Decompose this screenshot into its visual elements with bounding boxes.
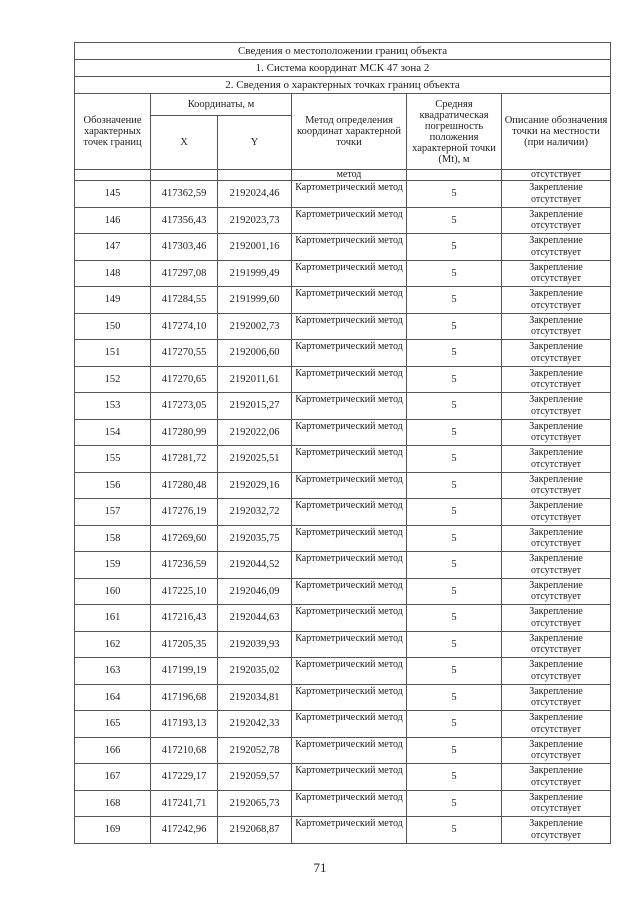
table-row <box>75 764 611 791</box>
description-cell: Закрепление отсутствует <box>502 737 611 764</box>
y-coordinate-cell: 2192029,16 <box>218 472 292 499</box>
table-row <box>75 207 611 234</box>
coordinate-system-label: 1. Система координат МСК 47 зона 2 <box>75 60 611 77</box>
description-cell: Закрепление отсутствует <box>502 499 611 526</box>
error-cell: 5 <box>407 817 502 844</box>
table-row <box>75 658 611 685</box>
table-row <box>75 525 611 552</box>
carryover-cell <box>75 170 151 181</box>
point-number-cell: 163 <box>75 658 151 685</box>
x-coordinate-cell: 417276,19 <box>151 499 218 526</box>
table-row <box>75 817 611 844</box>
header-row-1 <box>75 94 611 116</box>
error-cell: 5 <box>407 764 502 791</box>
error-cell: 5 <box>407 419 502 446</box>
x-coordinate-cell: 417199,19 <box>151 658 218 685</box>
x-coordinate-cell: 417196,68 <box>151 684 218 711</box>
point-number-cell: 165 <box>75 711 151 738</box>
point-number-cell: 150 <box>75 313 151 340</box>
description-cell: Закрепление отсутствует <box>502 764 611 791</box>
point-number-cell: 156 <box>75 472 151 499</box>
description-cell: Закрепление отсутствует <box>502 419 611 446</box>
point-number-cell: 157 <box>75 499 151 526</box>
header-point: Обозначение характерных точек границ <box>75 94 151 170</box>
description-cell: Закрепление отсутствует <box>502 711 611 738</box>
y-coordinate-cell: 2192044,52 <box>218 552 292 579</box>
description-cell: Закрепление отсутствует <box>502 366 611 393</box>
x-coordinate-cell: 417270,55 <box>151 340 218 367</box>
error-cell: 5 <box>407 631 502 658</box>
x-coordinate-cell: 417216,43 <box>151 605 218 632</box>
y-coordinate-cell: 2192046,09 <box>218 578 292 605</box>
description-cell: Закрепление отсутствует <box>502 658 611 685</box>
error-cell: 5 <box>407 234 502 261</box>
description-cell: Закрепление отсутствует <box>502 552 611 579</box>
y-coordinate-cell: 2192002,73 <box>218 313 292 340</box>
x-coordinate-cell: 417356,43 <box>151 207 218 234</box>
table-row <box>75 446 611 473</box>
table-row <box>75 287 611 314</box>
x-coordinate-cell: 417225,10 <box>151 578 218 605</box>
x-coordinate-cell: 417281,72 <box>151 446 218 473</box>
point-number-cell: 146 <box>75 207 151 234</box>
method-cell: Картометрический метод <box>292 419 407 446</box>
header-y: Y <box>218 116 292 170</box>
method-cell: Картометрический метод <box>292 234 407 261</box>
y-coordinate-cell: 2192024,46 <box>218 181 292 208</box>
description-cell: Закрепление отсутствует <box>502 287 611 314</box>
error-cell: 5 <box>407 737 502 764</box>
description-cell: Закрепление отсутствует <box>502 260 611 287</box>
method-cell: Картометрический метод <box>292 181 407 208</box>
table-row <box>75 393 611 420</box>
description-cell: Закрепление отсутствует <box>502 472 611 499</box>
point-number-cell: 148 <box>75 260 151 287</box>
table-row <box>75 313 611 340</box>
method-cell: Картометрический метод <box>292 605 407 632</box>
description-cell: Закрепление отсутствует <box>502 181 611 208</box>
table-row <box>75 737 611 764</box>
error-cell: 5 <box>407 181 502 208</box>
x-coordinate-cell: 417205,35 <box>151 631 218 658</box>
y-coordinate-cell: 2192059,57 <box>218 764 292 791</box>
table-row <box>75 340 611 367</box>
description-cell: Закрепление отсутствует <box>502 605 611 632</box>
x-coordinate-cell: 417236,59 <box>151 552 218 579</box>
header-description: Описание обозначения точки на местности (при наличии) <box>502 94 611 170</box>
x-coordinate-cell: 417229,17 <box>151 764 218 791</box>
method-cell: Картометрический метод <box>292 525 407 552</box>
y-coordinate-cell: 2192015,27 <box>218 393 292 420</box>
header-x: X <box>151 116 218 170</box>
point-number-cell: 159 <box>75 552 151 579</box>
carryover-cell <box>151 170 218 181</box>
table-row <box>75 711 611 738</box>
error-cell: 5 <box>407 525 502 552</box>
method-cell: Картометрический метод <box>292 711 407 738</box>
x-coordinate-cell: 417274,10 <box>151 313 218 340</box>
table-row <box>75 181 611 208</box>
boundary-points-table <box>74 42 611 844</box>
point-number-cell: 168 <box>75 790 151 817</box>
table-row <box>75 499 611 526</box>
method-cell: Картометрический метод <box>292 313 407 340</box>
x-coordinate-cell: 417362,59 <box>151 181 218 208</box>
point-number-cell: 164 <box>75 684 151 711</box>
method-cell: Картометрический метод <box>292 764 407 791</box>
table-row <box>75 790 611 817</box>
table-title-row <box>75 43 611 60</box>
point-number-cell: 145 <box>75 181 151 208</box>
description-cell: Закрепление отсутствует <box>502 525 611 552</box>
y-coordinate-cell: 2191999,60 <box>218 287 292 314</box>
x-coordinate-cell: 417280,48 <box>151 472 218 499</box>
description-cell: Закрепление отсутствует <box>502 393 611 420</box>
y-coordinate-cell: 2192034,81 <box>218 684 292 711</box>
y-coordinate-cell: 2192065,73 <box>218 790 292 817</box>
method-cell: Картометрический метод <box>292 817 407 844</box>
method-cell: Картометрический метод <box>292 737 407 764</box>
method-cell: Картометрический метод <box>292 472 407 499</box>
y-coordinate-cell: 2192025,51 <box>218 446 292 473</box>
y-coordinate-cell: 2192052,78 <box>218 737 292 764</box>
x-coordinate-cell: 417242,96 <box>151 817 218 844</box>
y-coordinate-cell: 2192039,93 <box>218 631 292 658</box>
x-coordinate-cell: 417273,05 <box>151 393 218 420</box>
error-cell: 5 <box>407 446 502 473</box>
y-coordinate-cell: 2192001,16 <box>218 234 292 261</box>
method-cell: Картометрический метод <box>292 260 407 287</box>
error-cell: 5 <box>407 393 502 420</box>
x-coordinate-cell: 417297,08 <box>151 260 218 287</box>
error-cell: 5 <box>407 207 502 234</box>
table-row <box>75 552 611 579</box>
point-number-cell: 147 <box>75 234 151 261</box>
header-error: Средняя квадратическая погрешность положения характерной точки (Mt), м <box>407 94 502 170</box>
description-cell: Закрепление отсутствует <box>502 790 611 817</box>
point-number-cell: 152 <box>75 366 151 393</box>
x-coordinate-cell: 417241,71 <box>151 790 218 817</box>
x-coordinate-cell: 417284,55 <box>151 287 218 314</box>
y-coordinate-cell: 2192023,73 <box>218 207 292 234</box>
table-row <box>75 684 611 711</box>
y-coordinate-cell: 2192032,72 <box>218 499 292 526</box>
table-title: Сведения о местоположении границ объекта <box>75 43 611 60</box>
y-coordinate-cell: 2192006,60 <box>218 340 292 367</box>
method-cell: Картометрический метод <box>292 340 407 367</box>
carryover-row <box>75 170 611 181</box>
point-number-cell: 162 <box>75 631 151 658</box>
table-row <box>75 472 611 499</box>
y-coordinate-cell: 2192011,61 <box>218 366 292 393</box>
carryover-cell <box>407 170 502 181</box>
point-number-cell: 154 <box>75 419 151 446</box>
method-cell: Картометрический метод <box>292 684 407 711</box>
error-cell: 5 <box>407 684 502 711</box>
table-row <box>75 366 611 393</box>
description-cell: Закрепление отсутствует <box>502 446 611 473</box>
point-number-cell: 161 <box>75 605 151 632</box>
y-coordinate-cell: 2192035,02 <box>218 658 292 685</box>
error-cell: 5 <box>407 366 502 393</box>
method-cell: Картометрический метод <box>292 578 407 605</box>
method-cell: Картометрический метод <box>292 393 407 420</box>
y-coordinate-cell: 2191999,49 <box>218 260 292 287</box>
carryover-cell <box>218 170 292 181</box>
y-coordinate-cell: 2192044,63 <box>218 605 292 632</box>
carryover-description: отсутствует <box>502 170 611 181</box>
method-cell: Картометрический метод <box>292 658 407 685</box>
point-number-cell: 155 <box>75 446 151 473</box>
point-number-cell: 160 <box>75 578 151 605</box>
x-coordinate-cell: 417193,13 <box>151 711 218 738</box>
table-row <box>75 631 611 658</box>
method-cell: Картометрический метод <box>292 366 407 393</box>
y-coordinate-cell: 2192022,06 <box>218 419 292 446</box>
description-cell: Закрепление отсутствует <box>502 817 611 844</box>
y-coordinate-cell: 2192068,87 <box>218 817 292 844</box>
x-coordinate-cell: 417210,68 <box>151 737 218 764</box>
point-number-cell: 153 <box>75 393 151 420</box>
point-number-cell: 149 <box>75 287 151 314</box>
error-cell: 5 <box>407 790 502 817</box>
error-cell: 5 <box>407 658 502 685</box>
carryover-method: метод <box>292 170 407 181</box>
method-cell: Картометрический метод <box>292 287 407 314</box>
error-cell: 5 <box>407 499 502 526</box>
error-cell: 5 <box>407 711 502 738</box>
description-cell: Закрепление отсутствует <box>502 234 611 261</box>
error-cell: 5 <box>407 340 502 367</box>
points-section-row <box>75 77 611 94</box>
x-coordinate-cell: 417280,99 <box>151 419 218 446</box>
method-cell: Картометрический метод <box>292 207 407 234</box>
description-cell: Закрепление отсутствует <box>502 684 611 711</box>
table-row <box>75 419 611 446</box>
method-cell: Картометрический метод <box>292 552 407 579</box>
table-row <box>75 605 611 632</box>
error-cell: 5 <box>407 472 502 499</box>
error-cell: 5 <box>407 287 502 314</box>
boundary-points-document <box>74 42 610 844</box>
y-coordinate-cell: 2192035,75 <box>218 525 292 552</box>
x-coordinate-cell: 417269,60 <box>151 525 218 552</box>
x-coordinate-cell: 417270,65 <box>151 366 218 393</box>
description-cell: Закрепление отсутствует <box>502 631 611 658</box>
error-cell: 5 <box>407 313 502 340</box>
description-cell: Закрепление отсутствует <box>502 313 611 340</box>
points-section-label: 2. Сведения о характерных точках границ объекта <box>75 77 611 94</box>
point-number-cell: 167 <box>75 764 151 791</box>
table-row <box>75 578 611 605</box>
header-coordinates: Координаты, м <box>151 94 292 116</box>
error-cell: 5 <box>407 578 502 605</box>
table-row <box>75 260 611 287</box>
error-cell: 5 <box>407 260 502 287</box>
error-cell: 5 <box>407 605 502 632</box>
point-number-cell: 166 <box>75 737 151 764</box>
page-number: 71 <box>313 860 327 875</box>
header-method: Метод определения координат характерной точки <box>292 94 407 170</box>
method-cell: Картометрический метод <box>292 631 407 658</box>
point-number-cell: 158 <box>75 525 151 552</box>
error-cell: 5 <box>407 552 502 579</box>
description-cell: Закрепление отсутствует <box>502 340 611 367</box>
method-cell: Картометрический метод <box>292 446 407 473</box>
table-row <box>75 234 611 261</box>
point-number-cell: 151 <box>75 340 151 367</box>
description-cell: Закрепление отсутствует <box>502 207 611 234</box>
y-coordinate-cell: 2192042,33 <box>218 711 292 738</box>
description-cell: Закрепление отсутствует <box>502 578 611 605</box>
point-number-cell: 169 <box>75 817 151 844</box>
method-cell: Картометрический метод <box>292 499 407 526</box>
method-cell: Картометрический метод <box>292 790 407 817</box>
coordinate-system-row <box>75 60 611 77</box>
x-coordinate-cell: 417303,46 <box>151 234 218 261</box>
